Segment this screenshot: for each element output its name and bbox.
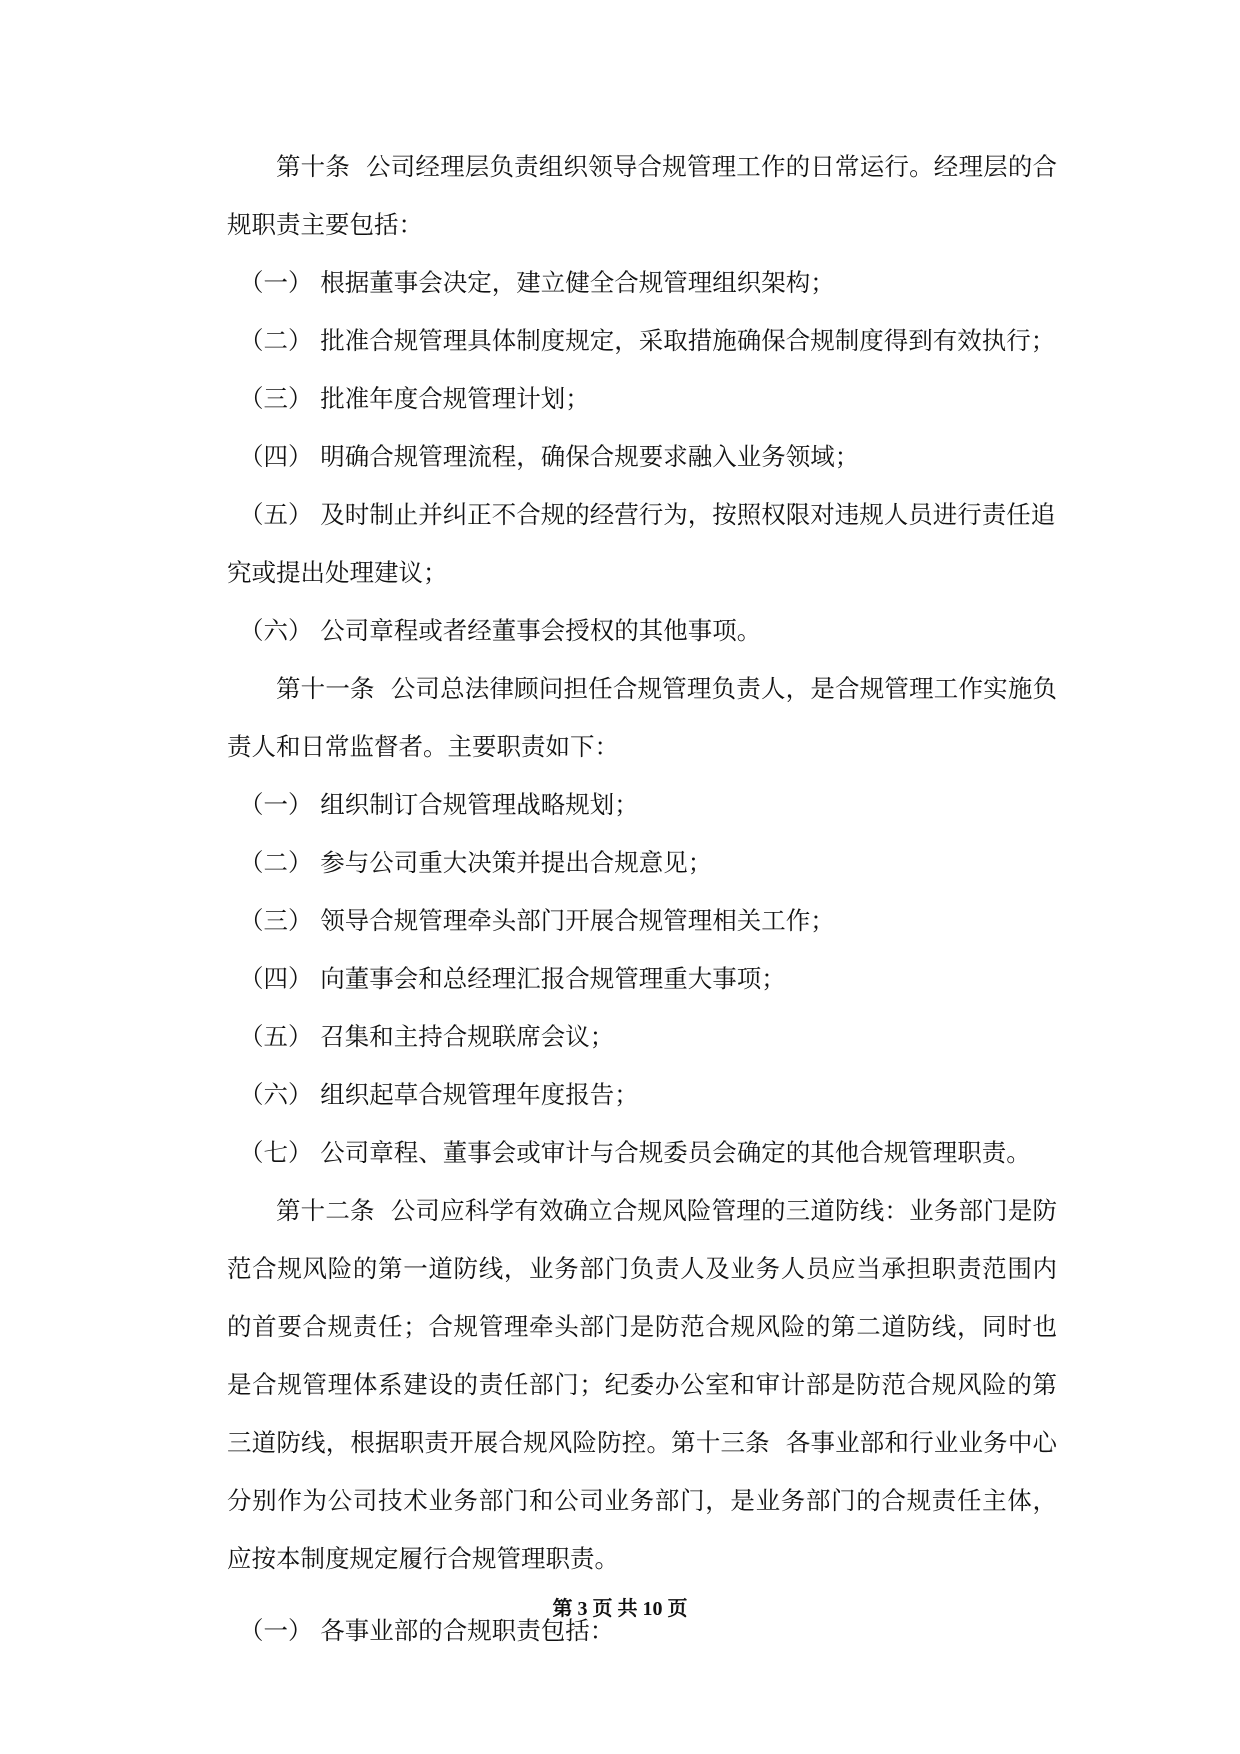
- document-body: [227, 138, 1057, 1660]
- article-10-paragraph: [227, 138, 1057, 254]
- page-number-footer: 第 3 页 共 10 页: [552, 1598, 688, 1620]
- article-10-item-5: （五） 及时制止并纠正不合规的经营行为，按照权限对违规人员进行责任追究或提出处理建议；: [227, 500, 1056, 587]
- article-10-text: 公司经理层负责组织领导合规管理工作的日常运行。经理层的合规职责主要包括：: [227, 152, 1058, 239]
- article-11-item-7: （七） 公司章程、董事会或审计与合规委员会确定的其他合规管理职责。: [239, 1138, 1031, 1167]
- article-11-heading: 第十一条: [276, 674, 375, 703]
- article-11-item-1: （一） 组织制订合规管理战略规划；: [239, 790, 639, 819]
- article-12-text: 公司应科学有效确立合规风险管理的三道防线：业务部门是防范合规风险的第一道防线，业务部门负责人及业务人员应当承担职责范围内的首要合规责任；合规管理牵头部门是防范合规风险的第二道防线，同时也是合规管理体系建设的责任部门；纪委办公室和审计部是防范合规风险的第三道防线，根据职责开展合规风险防控。: [227, 1196, 1058, 1457]
- article-13-item-1: （一） 各事业部的合规职责包括：: [239, 1616, 615, 1645]
- article-12-heading: 第十二条: [276, 1196, 375, 1225]
- article-10-item-6: （六） 公司章程或者经董事会授权的其他事项。: [239, 616, 762, 645]
- article-11-item-2: （二） 参与公司重大决策并提出合规意见；: [239, 848, 713, 877]
- article-10-item-1: （一） 根据董事会决定，建立健全合规管理组织架构；: [239, 268, 835, 297]
- article-11-item-3: （三） 领导合规管理牵头部门开展合规管理相关工作；: [239, 906, 835, 935]
- article-10-item-2: （二） 批准合规管理具体制度规定，采取措施确保合规制度得到有效执行；: [239, 326, 1056, 355]
- article-11-item-5: （五） 召集和主持合规联席会议；: [239, 1022, 615, 1051]
- article-10-item-4: （四） 明确合规管理流程，确保合规要求融入业务领域；: [239, 442, 860, 471]
- article-10-item-3: （三） 批准年度合规管理计划；: [239, 384, 590, 413]
- article-10-heading: 第十条: [276, 152, 351, 181]
- article-11-paragraph: [227, 660, 1057, 776]
- article-11-text: 公司总法律顾问担任合规管理负责人，是合规管理工作实施负责人和日常监督者。主要职责如下：: [227, 674, 1058, 761]
- article-12-paragraph: [227, 1182, 1057, 1588]
- article-13-heading: 第十三条: [671, 1428, 770, 1457]
- article-11-item-6: （六） 组织起草合规管理年度报告；: [239, 1080, 639, 1109]
- article-13-text: 各事业部和行业业务中心分别作为公司技术业务部门和公司业务部门，是业务部门的合规责任主体，应按本制度规定履行合规管理职责。: [227, 1428, 1058, 1573]
- article-11-item-4: （四） 向董事会和总经理汇报合规管理重大事项；: [239, 964, 786, 993]
